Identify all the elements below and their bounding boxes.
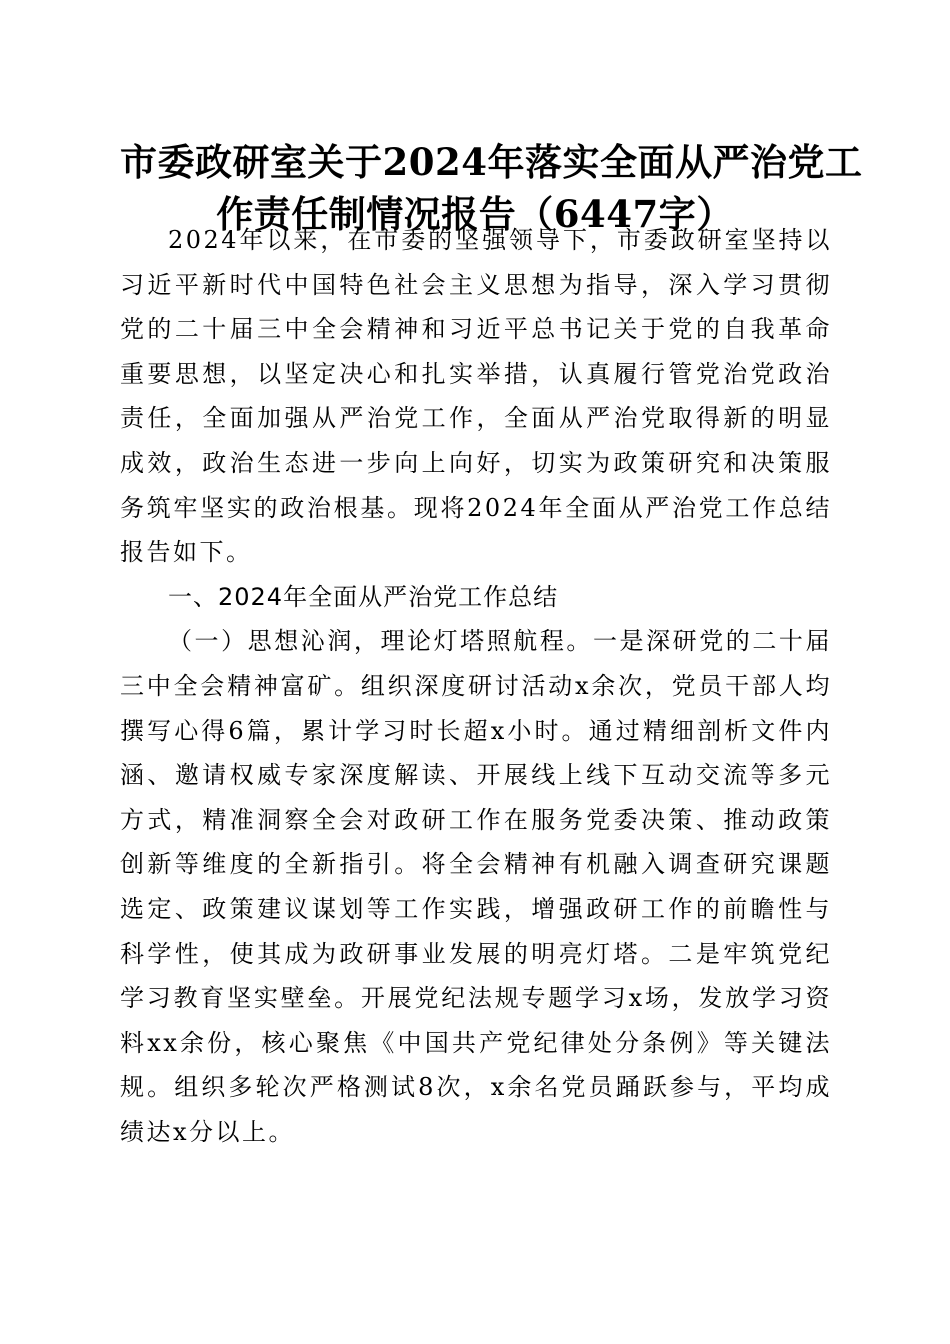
- document-body: [120, 218, 832, 1154]
- section-heading-1: 一、2024年全面从严治党工作总结: [168, 582, 559, 611]
- title-line-2: 作责任制情况报告（6447字）: [216, 192, 734, 236]
- section-1-paragraph-1: （一）思想沁润，理论灯塔照航程。一是深研党的二十届三中全会精神富矿。组织深度研讨活动x余次，党员干部人均撰写心得6篇，累计学习时长超x小时。通过精细剖析文件内涵、邀请权威专家深度解读、开展线上线下互动交流等多元方式，精准洞察全会对政研工作在服务党委决策、推动政策创新等维度的全新指引。将全会精神有机融入调查研究课题选定、政策建议谋划等工作实践，增强政研工作的前瞻性与科学性，使其成为政研事业发展的明亮灯塔。二是牢筑党纪学习教育坚实壁垒。开展党纪法规专题学习x场，发放学习资料xx余份，核心聚焦《中国共产党纪律处分条例》等关键法规。组织多轮次严格测试8次，x余名党员踊跃参与，平均成绩达x分以上。: [120, 627, 832, 1146]
- intro-paragraph: 2024年以来，在市委的坚强领导下，市委政研室坚持以习近平新时代中国特色社会主义思想为指导，深入学习贯彻党的二十届三中全会精神和习近平总书记关于党的自我革命重要思想，以坚定决心和扎实举措，认真履行管党治党政治责任，全面加强从严治党工作，全面从严治党取得新的明显成效，政治生态进一步向上向好，切实为政策研究和决策服务筑牢坚实的政治根基。现将2024年全面从严治党工作总结报告如下。: [120, 226, 832, 567]
- title-line-1: 市委政研室关于2024年落实全面从严治党工: [120, 140, 863, 184]
